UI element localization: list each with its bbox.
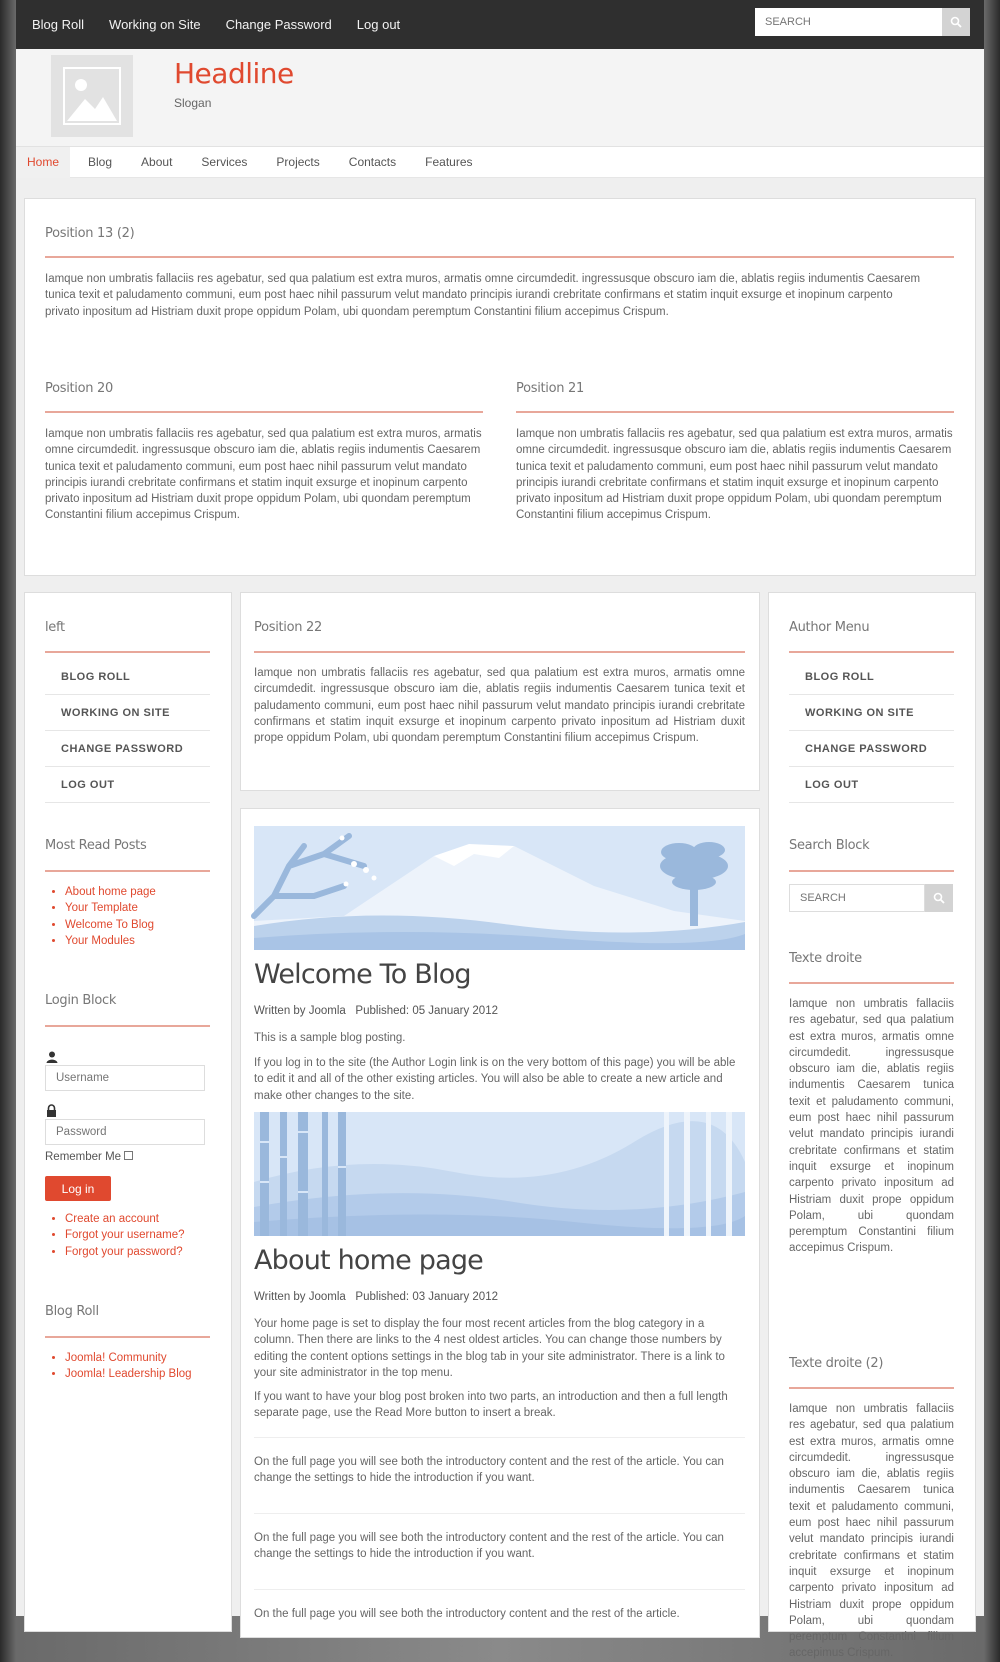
- most-read-list: [45, 884, 156, 949]
- left-menu: [45, 659, 210, 803]
- list-item[interactable]: • Create an account: [65, 1211, 185, 1227]
- list-item[interactable]: • Your Template: [65, 900, 156, 916]
- position-22-box: [240, 592, 760, 791]
- blog-roll-list: [45, 1350, 192, 1383]
- top-search-button[interactable]: [942, 8, 970, 36]
- site-slogan: Slogan: [174, 96, 212, 110]
- nav-item-contacts[interactable]: Contacts: [348, 155, 397, 169]
- position-21-title: Position 21: [516, 381, 584, 396]
- top-menu: [32, 17, 425, 32]
- list-item[interactable]: • Forgot your username?: [65, 1227, 185, 1243]
- image-placeholder-icon: [63, 67, 121, 125]
- top-positions-box: [24, 198, 976, 576]
- article-image-mountain: [254, 826, 745, 950]
- list-item[interactable]: • Forgot your password?: [65, 1244, 185, 1260]
- remember-me-label: Remember Me: [45, 1151, 122, 1163]
- position-21-text: Iamque non umbratis fallaciis res agebatur, sed qua palatium est extra muros, armatis omne circumdedit. ingressusque obscuro iam die, ablatis regiis indumentis Caesarem tunica texit et paludamento communi, eum post haec nihil passurum velut mandato principis iurandi crebritate confirmans et statim inquit exsurge et inopinum carpento privato inpositum ad Histriam duxit prope oppidum Polam, ubi quondam peremptum Constantini filium accepimus Crispum.: [516, 428, 953, 522]
- article-paragraph: If you log in to the site (the Author Login link is on the very bottom of this page) you will be able to edit it and all of the other existing articles. You will also be able to create a new article and make other changes to the site.: [254, 1057, 736, 1102]
- position-20-title: Position 20: [45, 381, 113, 396]
- left-menu-title: left: [45, 620, 65, 635]
- texte-droite-2-rule: [789, 1387, 954, 1389]
- left-menu-blog-roll[interactable]: BLOG ROLL: [45, 659, 210, 695]
- article-image-bamboo: [254, 1112, 745, 1236]
- nav-item-home[interactable]: Home: [16, 147, 70, 178]
- article-paragraph: On the full page you will see both the introductory content and the rest of the article. You can change the settings to hide the introduction if you want.: [254, 1456, 724, 1485]
- position-13-title: Position 13 (2): [45, 226, 135, 241]
- user-icon: [46, 1051, 58, 1063]
- article-paragraph: Your home page is set to display the four most recent articles from the blog category in a column. Then there are links to the 4 nest oldest articles. You can change those numbers by editing the content options settings in the blog tab in your site administrator. There is a link to your site administrator in the top menu.: [254, 1318, 725, 1379]
- position-13-text: Iamque non umbratis fallaciis res agebatur, sed qua palatium est extra muros, armatis omne circumdedit. ingressusque obscuro iam die, ablatis regiis indumentis Caesarem tunica texit et paludamento communi, eum post haec nihil passurum velut mandato principis iurandi crebritate confirmans et statim inquit exsurge et inopinum carpento privato inpositum ad Histriam duxit prope oppidum Polam, ubi quondam peremptum Constantini filium accepimus Crispum.: [45, 273, 921, 318]
- texte-droite-text: Iamque non umbratis fallaciis res agebatur, sed qua palatium est extra muros, armatis omne circumdedit. ingressusque obscuro iam die, ablatis regiis indumentis Caesarem tunica texit et paludamento communi, eum post haec nihil passurum velut mandato principis iurandi crebritate confirmans et statim inquit exsurge et inopinum carpento privato inpositum ad Histriam duxit prope oppidum Polam, ubi quondam peremptum Constantini filium accepimus Crispum.: [789, 998, 954, 1255]
- nav-item-blog[interactable]: Blog: [88, 155, 113, 169]
- password-input[interactable]: [45, 1119, 205, 1145]
- search-icon: [933, 892, 945, 904]
- search-block-rule: [789, 870, 954, 872]
- left-menu-working-on-site[interactable]: WORKING ON SITE: [45, 695, 210, 731]
- blog-roll-rule: [45, 1336, 210, 1338]
- texte-droite-2-title: Texte droite (2): [789, 1356, 884, 1371]
- remember-me: [45, 1151, 133, 1163]
- article-paragraph: This is a sample blog posting.: [254, 1032, 406, 1044]
- site-header: [16, 49, 984, 147]
- top-search-input[interactable]: [755, 8, 942, 36]
- list-item[interactable]: • About home page: [65, 884, 156, 900]
- article-author: Written by Joomla: [254, 1005, 346, 1017]
- search-icon: [950, 16, 962, 28]
- username-input[interactable]: [45, 1065, 205, 1091]
- article-title[interactable]: About home page: [254, 1245, 483, 1276]
- sidebar-search-button[interactable]: [925, 884, 953, 912]
- login-block-rule: [45, 1025, 210, 1027]
- list-item[interactable]: • Joomla! Leadership Blog: [65, 1366, 192, 1382]
- login-links: [45, 1211, 185, 1260]
- top-menu-working-on-site[interactable]: Working on Site: [109, 17, 201, 32]
- most-read-rule: [45, 870, 210, 872]
- author-menu-log-out[interactable]: LOG OUT: [789, 767, 954, 803]
- author-menu-title: Author Menu: [789, 620, 870, 635]
- site-headline[interactable]: Headline: [174, 57, 294, 90]
- position-22-rule: [254, 651, 745, 653]
- divider: [254, 1513, 745, 1514]
- nav-item-projects[interactable]: Projects: [276, 155, 320, 169]
- login-button[interactable]: Log in: [45, 1176, 111, 1201]
- article-published: Published: 05 January 2012: [355, 1005, 498, 1017]
- article-author: Written by Joomla: [254, 1291, 346, 1303]
- article-meta: [254, 1005, 498, 1017]
- article-meta: [254, 1291, 498, 1303]
- articles-box: [240, 808, 760, 1638]
- article-paragraph: On the full page you will see both the introductory content and the rest of the article.: [254, 1608, 680, 1620]
- article-title[interactable]: Welcome To Blog: [254, 959, 471, 990]
- top-menu-blog-roll[interactable]: Blog Roll: [32, 17, 85, 32]
- list-item[interactable]: • Joomla! Community: [65, 1350, 192, 1366]
- list-item[interactable]: • Your Modules: [65, 933, 156, 949]
- texte-droite-title: Texte droite: [789, 951, 862, 966]
- nav-item-services[interactable]: Services: [201, 155, 248, 169]
- page: [16, 0, 984, 1660]
- remember-me-checkbox[interactable]: [124, 1151, 133, 1160]
- texte-droite-2-text: Iamque non umbratis fallaciis res agebatur, sed qua palatium est extra muros, armatis omne circumdedit. ingressusque obscuro iam die, ablatis regiis indumentis Caesarem tunica texit et paludamento communi, eum post haec nihil passurum velut mandato principis iurandi crebritate confirmans et statim inquit exsurge et inopinum carpento privato inpositum ad Histriam duxit prope oppidum Polam, ubi quondam peremptum Constantini filium accepimus Crispum.: [789, 1403, 954, 1660]
- lock-icon: [46, 1104, 57, 1117]
- position-13-rule: [45, 256, 954, 258]
- login-block-title: Login Block: [45, 993, 117, 1008]
- nav-item-features[interactable]: Features: [425, 155, 473, 169]
- position-22-title: Position 22: [254, 620, 322, 635]
- position-22-text: Iamque non umbratis fallaciis res agebatur, sed qua palatium est extra muros, armatis omne circumdedit. ingressusque obscuro iam die, ablatis regiis indumentis Caesarem tunica texit et paludamento communi, eum post haec nihil passurum velut mandato principis iurandi crebritate confirmans et statim inquit exsurge et inopinum carpento privato inpositum ad Histriam duxit prope oppidum Polam, ubi quondam peremptum Constantini filium accepimus Crispum.: [254, 667, 745, 745]
- author-menu: [789, 659, 954, 803]
- position-21-rule: [516, 411, 954, 413]
- left-menu-rule: [45, 651, 210, 653]
- top-bar: [16, 0, 984, 49]
- position-20-text: Iamque non umbratis fallaciis res agebatur, sed qua palatium est extra muros, armatis omne circumdedit. ingressusque obscuro iam die, ablatis regiis indumentis Caesarem tunica texit et paludamento communi, eum post haec nihil passurum velut mandato principis iurandi crebritate confirmans et statim inquit exsurge et inopinum carpento privato inpositum ad Histriam duxit prope oppidum Polam, ubi quondam peremptum Constantini filium accepimus Crispum.: [45, 428, 482, 522]
- blog-roll-title: Blog Roll: [45, 1304, 99, 1319]
- position-20-rule: [45, 411, 483, 413]
- site-logo[interactable]: [51, 55, 133, 137]
- author-menu-rule: [789, 651, 954, 653]
- nav-item-about[interactable]: About: [141, 155, 173, 169]
- left-menu-log-out[interactable]: LOG OUT: [45, 767, 210, 803]
- top-menu-change-password[interactable]: Change Password: [225, 17, 332, 32]
- search-block-title: Search Block: [789, 838, 870, 853]
- left-menu-change-password[interactable]: CHANGE PASSWORD: [45, 731, 210, 767]
- article-published: Published: 03 January 2012: [355, 1291, 498, 1303]
- main-nav: [16, 147, 984, 178]
- texte-droite-rule: [789, 982, 954, 984]
- top-search: [755, 8, 970, 36]
- top-menu-log-out[interactable]: Log out: [356, 17, 401, 32]
- sidebar-search-input[interactable]: [789, 884, 925, 912]
- author-menu-change-password[interactable]: CHANGE PASSWORD: [789, 731, 954, 767]
- right-sidebar: [768, 592, 976, 1660]
- author-menu-working-on-site[interactable]: WORKING ON SITE: [789, 695, 954, 731]
- divider: [254, 1437, 745, 1438]
- list-item[interactable]: • Welcome To Blog: [65, 917, 156, 933]
- article-paragraph: On the full page you will see both the introductory content and the rest of the article. You can change the settings to hide the introduction if you want.: [254, 1532, 724, 1561]
- left-sidebar: [24, 592, 232, 1632]
- most-read-title: Most Read Posts: [45, 838, 147, 853]
- divider: [254, 1589, 745, 1590]
- author-menu-blog-roll[interactable]: BLOG ROLL: [789, 659, 954, 695]
- article-paragraph: If you want to have your blog post broken into two parts, an introduction and then a full length separate page, use the Read More button to insert a break.: [254, 1391, 728, 1420]
